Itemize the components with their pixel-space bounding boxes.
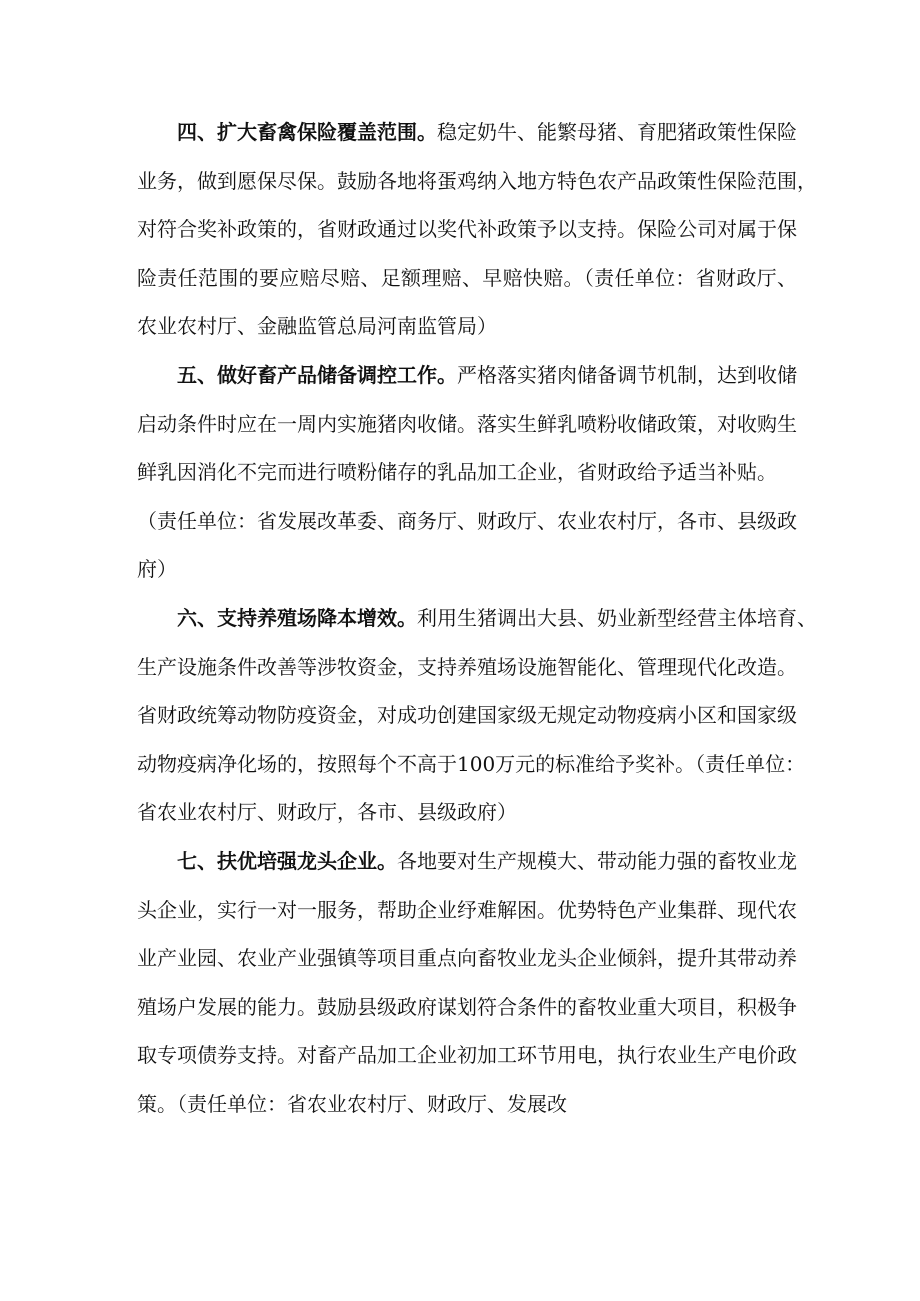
paragraph-line: 鲜乳因消化不完而进行喷粉储存的乳品加工企业，省财政给予适当补贴。 bbox=[137, 460, 777, 485]
paragraph-line: 业务，做到愿保尽保。鼓励各地将蛋鸡纳入地方特色农产品政策性保险范围， bbox=[137, 168, 817, 193]
section-heading: 六、支持养殖场降本增效。 bbox=[177, 606, 417, 630]
paragraph-line: 头企业，实行一对一服务，帮助企业纾难解困。优势特色产业集群、现代农 bbox=[137, 897, 797, 922]
section-heading: 五、做好畜产品储备调控工作。 bbox=[177, 363, 457, 387]
section-heading: 七、扶优培强龙头企业。 bbox=[177, 849, 397, 873]
paragraph-line bbox=[137, 837, 797, 886]
paragraph-line: 动物疫病净化场的，按照每个不高于100万元的标准给予奖补。（责任单位： bbox=[137, 751, 806, 776]
paragraph-line: 府） bbox=[137, 557, 177, 582]
paragraph-line: 启动条件时应在一周内实施猪肉收储。落实生鲜乳喷粉收储政策，对收购生 bbox=[137, 411, 797, 436]
paragraph-line bbox=[137, 108, 797, 157]
paragraph-line: 对符合奖补政策的，省财政通过以奖代补政策予以支持。保险公司对属于保 bbox=[137, 217, 797, 242]
paragraph-text: 利用生猪调出大县、奶业新型经营主体培育、 bbox=[417, 606, 817, 630]
paragraph-section-7 bbox=[137, 837, 797, 1129]
paragraph-section-6 bbox=[137, 594, 817, 837]
paragraph-line: （责任单位：省发展改革委、商务厅、财政厅、农业农村厅，各市、县级政 bbox=[137, 508, 797, 533]
paragraph-line: 省财政统筹动物防疫资金，对成功创建国家级无规定动物疫病小区和国家级 bbox=[137, 703, 797, 728]
paragraph-line: 生产设施条件改善等涉牧资金，支持养殖场设施智能化、管理现代化改造。 bbox=[137, 654, 797, 679]
paragraph-line: 业产业园、农业产业强镇等项目重点向畜牧业龙头企业倾斜，提升其带动养 bbox=[137, 946, 797, 971]
paragraph-line: 省农业农村厅、财政厅，各市、县级政府） bbox=[137, 800, 517, 825]
paragraph-line: 策。（责任单位：省农业农村厅、财政厅、发展改 bbox=[137, 1091, 567, 1116]
paragraph-text: 各地要对生产规模大、带动能力强的畜牧业龙 bbox=[397, 849, 797, 873]
paragraph-line: 殖场户发展的能力。鼓励县级政府谋划符合条件的畜牧业重大项目，积极争 bbox=[137, 994, 797, 1019]
paragraph-line: 取专项债券支持。对畜产品加工企业初加工环节用电，执行农业生产电价政 bbox=[137, 1043, 797, 1068]
paragraph-section-4 bbox=[137, 108, 817, 351]
paragraph-section-5 bbox=[137, 351, 797, 594]
section-heading: 四、扩大畜禽保险覆盖范围。 bbox=[177, 120, 437, 144]
paragraph-line bbox=[137, 594, 817, 643]
paragraph-text: 严格落实猪肉储备调节机制，达到收储 bbox=[457, 363, 797, 387]
paragraph-text: 稳定奶牛、能繁母猪、育肥猪政策性保险 bbox=[437, 120, 797, 144]
paragraph-line bbox=[137, 351, 797, 400]
paragraph-line: 农业农村厅、金融监管总局河南监管局） bbox=[137, 314, 497, 339]
paragraph-line: 险责任范围的要应赔尽赔、足额理赔、早赔快赔。（责任单位：省财政厅、 bbox=[137, 265, 797, 290]
